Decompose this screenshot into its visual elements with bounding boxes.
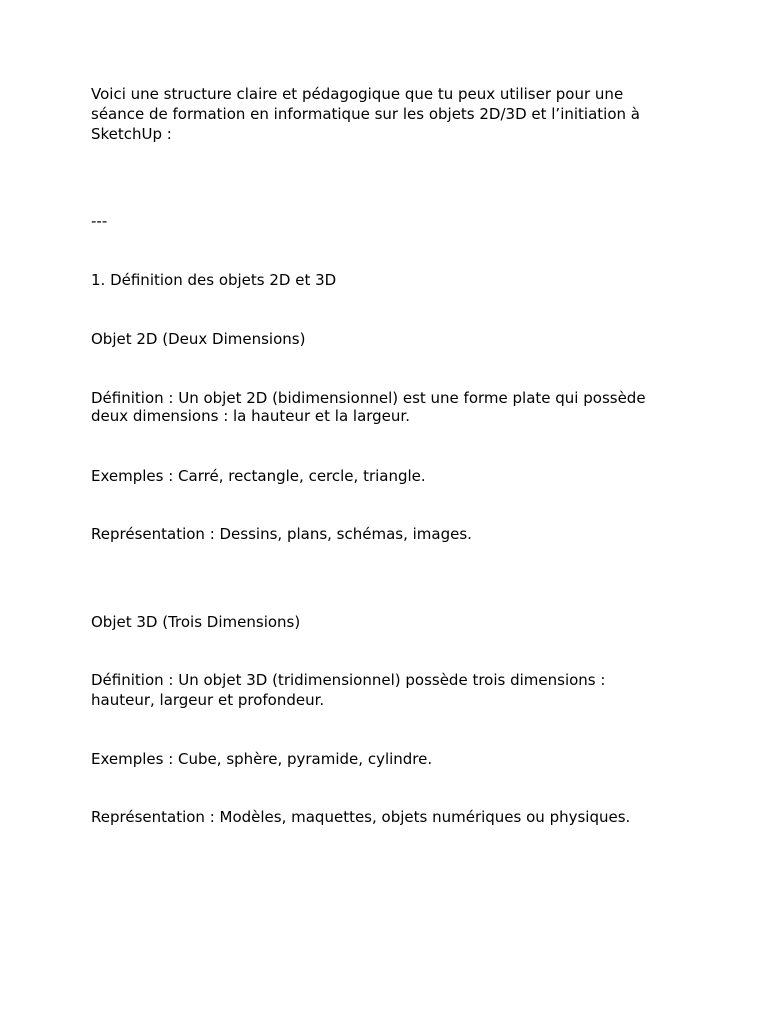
obj2d-representation: Représentation : Dessins, plans, schémas, images. [91, 525, 472, 543]
obj2d-examples: Exemples : Carré, rectangle, cercle, triangle. [91, 467, 426, 485]
obj2d-definition-line-2: deux dimensions : la hauteur et la largeur. [91, 407, 410, 425]
obj2d-definition-line-1: Définition : Un objet 2D (bidimensionnel) est une forme plate qui possède [91, 389, 646, 407]
obj3d-title: Objet 3D (Trois Dimensions) [91, 613, 301, 631]
obj3d-definition-line-1: Définition : Un objet 3D (tridimensionnel) possède trois dimensions : [91, 671, 606, 689]
obj2d-title: Objet 2D (Deux Dimensions) [91, 330, 306, 348]
intro-line-3: SketchUp : [91, 125, 172, 143]
intro-line-2: séance de formation en informatique sur les objets 2D/3D et l’initiation à [91, 105, 640, 123]
obj3d-representation: Représentation : Modèles, maquettes, objets numériques ou physiques. [91, 808, 631, 826]
section-heading: 1. Définition des objets 2D et 3D [91, 271, 337, 289]
obj3d-examples: Exemples : Cube, sphère, pyramide, cylindre. [91, 750, 433, 768]
intro-line-1: Voici une structure claire et pédagogique que tu peux utiliser pour une [91, 85, 624, 103]
separator: --- [91, 212, 108, 230]
obj3d-definition-line-2: hauteur, largeur et profondeur. [91, 691, 325, 709]
